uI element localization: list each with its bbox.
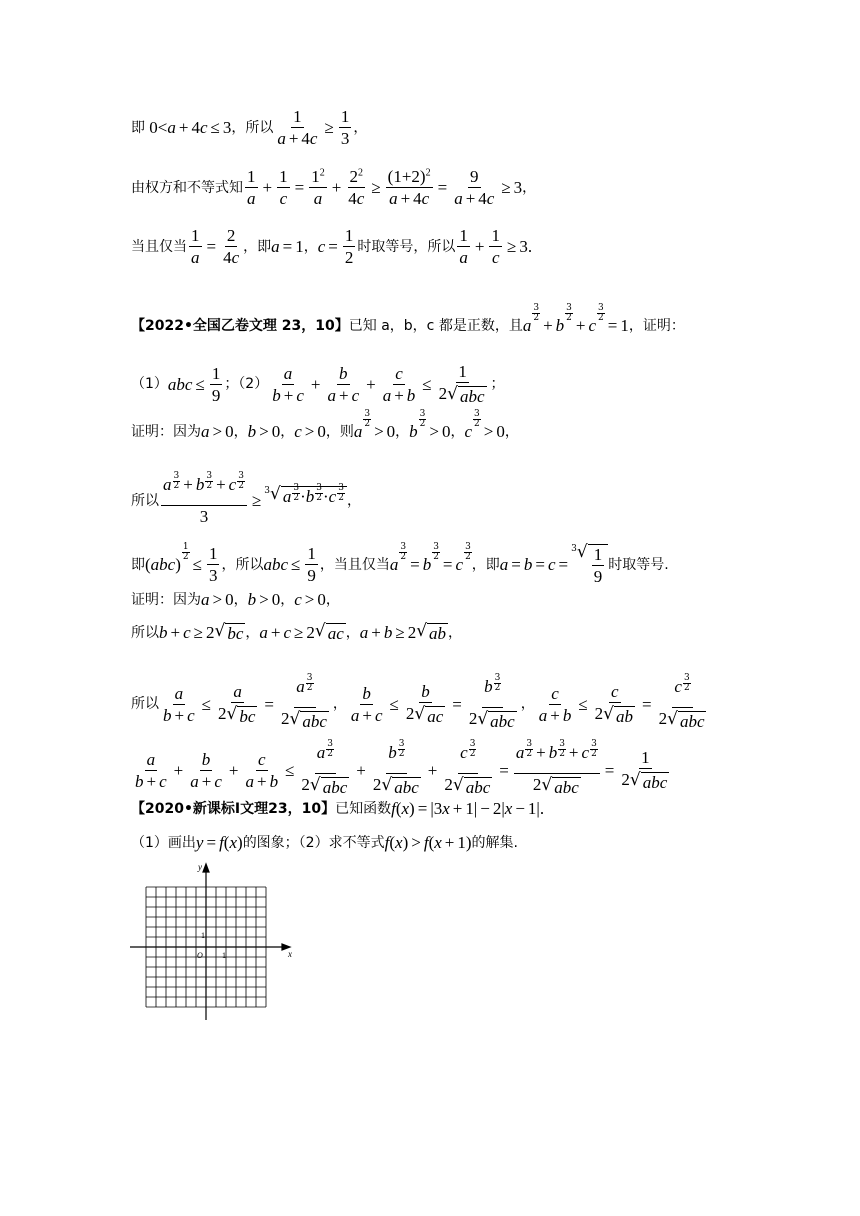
text: 时取等号. bbox=[608, 556, 669, 573]
text: 即 bbox=[131, 556, 145, 573]
text: 所以 bbox=[131, 492, 159, 509]
text: （1）画出 bbox=[131, 834, 196, 851]
text: ，所以 bbox=[231, 119, 274, 136]
line-3: 当且仅当 $\frac{1}{a}$ = $\frac{2}{4c}$ ，即 a = 1 ， c = $\frac{1}{2}$ 时取等号，所以 $\frac{1}{a}$ + $\frac{1}{c}$ ≥ 3 . bbox=[131, 226, 533, 267]
coordinate-grid bbox=[128, 860, 298, 1025]
question-source: 【2020•新课标Ⅰ文理23，10】 bbox=[131, 800, 336, 817]
proof-2-line-3: 所以 $\frac{a}{b + c}$ ≤ a 2 √ bc = a $\frac{3}{2}$ 2 √ abc ， $\frac{b}{a + c}$ ≤ b 2 √ ac = b $\frac{3}{2}$ 2 √ abc ， $\frac{c}{a + b}$ ≤ c 2 √ ab = c $\frac{3}{2}$ 2 √ abc bbox=[131, 673, 705, 731]
line-2: 由权方和不等式知 $\frac{1}{a}$ + $\frac{1}{c}$ = $\frac{1^2}{a}$ + $\frac{2^2}{4c}$ ≥ $\frac{(1+2)^2}{a + 4c}$ = $\frac{9}{a + 4c}$ ≥ 3 ， bbox=[131, 167, 537, 208]
unit-x-label: 1 bbox=[222, 951, 226, 960]
text: ，即 bbox=[471, 556, 500, 573]
text: 时取等号，所以 bbox=[357, 238, 456, 255]
line-1: 即 0< a + 4 c ≤ 3 ，所以 $\frac{1}{a + 4c}$ ≥ $\frac{1}{3}$ ， bbox=[131, 107, 368, 148]
text: ，证明： bbox=[628, 317, 685, 334]
text: ， bbox=[303, 238, 318, 255]
question-2020-parts: （1）画出 y = f ( x ) 的图象；（2）求不等式 f ( x ) > f ( x + 1) 的解集. bbox=[131, 833, 518, 852]
y-axis-arrow-icon bbox=[203, 864, 209, 872]
text: 已知函数 bbox=[335, 800, 392, 817]
text: ；（2） bbox=[224, 376, 269, 392]
proof-1-line-3: 即 ( abc ) $\frac{1}{2}$ ≤ $\frac{1}{3}$ ，所以 abc ≤ $\frac{1}{9}$ ，当且仅当 a $\frac{3}{2}$ = b $\frac{3}{2}$ = c 3 2 ，即 a = b = c = $^3$√ $\frac{1}{9}$ 时取等号. bbox=[131, 542, 669, 586]
question-2020: 【2020•新课标Ⅰ文理23，10】 已知函数 f ( x ) = |3 x + 1| − 2| x − 1| . bbox=[131, 799, 545, 818]
text: 即 bbox=[131, 119, 145, 136]
text: 证明：因为 bbox=[131, 591, 201, 608]
text: 证明：因为 bbox=[131, 423, 201, 440]
question-parts: （1） abc ≤ $\frac{1}{9}$ ；（2） $\frac{a}{b + c}$ + $\frac{b}{a + c}$ + $\frac{c}{a + b}$ ≤ 1 2 √ abc ； bbox=[131, 362, 505, 406]
fraction: $\frac{1}{a + 4c}$ bbox=[277, 107, 318, 148]
unit-y-label: 1 bbox=[201, 931, 205, 940]
proof-1-line-1: 证明：因为 a > 0 ， b > 0 ， c > 0 ，则 a 3 2 > 0 ， b 3 2 > 0 ， c 3 2 > 0 ， bbox=[131, 409, 519, 441]
x-axis-label: x bbox=[288, 949, 292, 959]
text: 所以 bbox=[131, 696, 159, 712]
text: 所以 bbox=[131, 624, 159, 641]
text: 的图象；（2）求不等式 bbox=[242, 834, 385, 851]
text: 已知 a，b，c 都是正数，且 bbox=[348, 317, 523, 334]
text: ，即 bbox=[243, 238, 272, 255]
text: ，所以 bbox=[221, 556, 264, 573]
question-source: 【2022•全国乙卷文理 23，10】 bbox=[131, 317, 349, 334]
text: （1） bbox=[131, 376, 168, 392]
text: 的解集. bbox=[471, 834, 518, 851]
proof-2-line-1: 证明：因为 a > 0 ， b > 0 ， c > 0 ， bbox=[131, 590, 340, 609]
text: ，则 bbox=[325, 423, 354, 440]
origin-label: O bbox=[197, 951, 203, 960]
y-axis-label: y bbox=[198, 862, 202, 872]
text: 由权方和不等式知 bbox=[131, 179, 243, 196]
text: 当且仅当 bbox=[131, 238, 187, 255]
fraction: $\frac{1}{3}$ bbox=[340, 107, 350, 148]
proof-2-line-4: $\frac{a}{b + c}$ + $\frac{b}{a + c}$ + $\frac{c}{a + b}$ ≤ a $\frac{3}{2}$ 2 √ abc + b $\frac{3}{2}$ 2 √ abc + c $\frac{3}{2}$ 2 √ abc = a $\frac{3}{2}$ + b $\frac{3}{2}$ + c $\frac{3}{2}$ 2 √ abc = 1 2 √ abc bbox=[135, 739, 668, 797]
proof-1-line-2: 所以 a $\frac{3}{2}$ + b $\frac{3}{2}$ + c $\frac{3}{2}$ 3 ≥ $^3$√ a $\frac{3}{2}$ ·b $\frac{3}{2}$ ·c $\frac{3}{2}$ ， bbox=[131, 471, 361, 526]
question-2022: 【2022•全国乙卷文理 23，10】 已知 a，b，c 都是正数，且 a 3 2 + b 3 2 + c $\frac{3}{2}$ = 1 ，证明： bbox=[131, 303, 685, 335]
text: ，当且仅当 bbox=[319, 556, 390, 573]
proof-2-line-2: 所以 b + c ≥ 2 √ bc ， a + c ≥ 2 √ ac ， a + b ≥ 2 √ ab ， bbox=[131, 621, 463, 643]
